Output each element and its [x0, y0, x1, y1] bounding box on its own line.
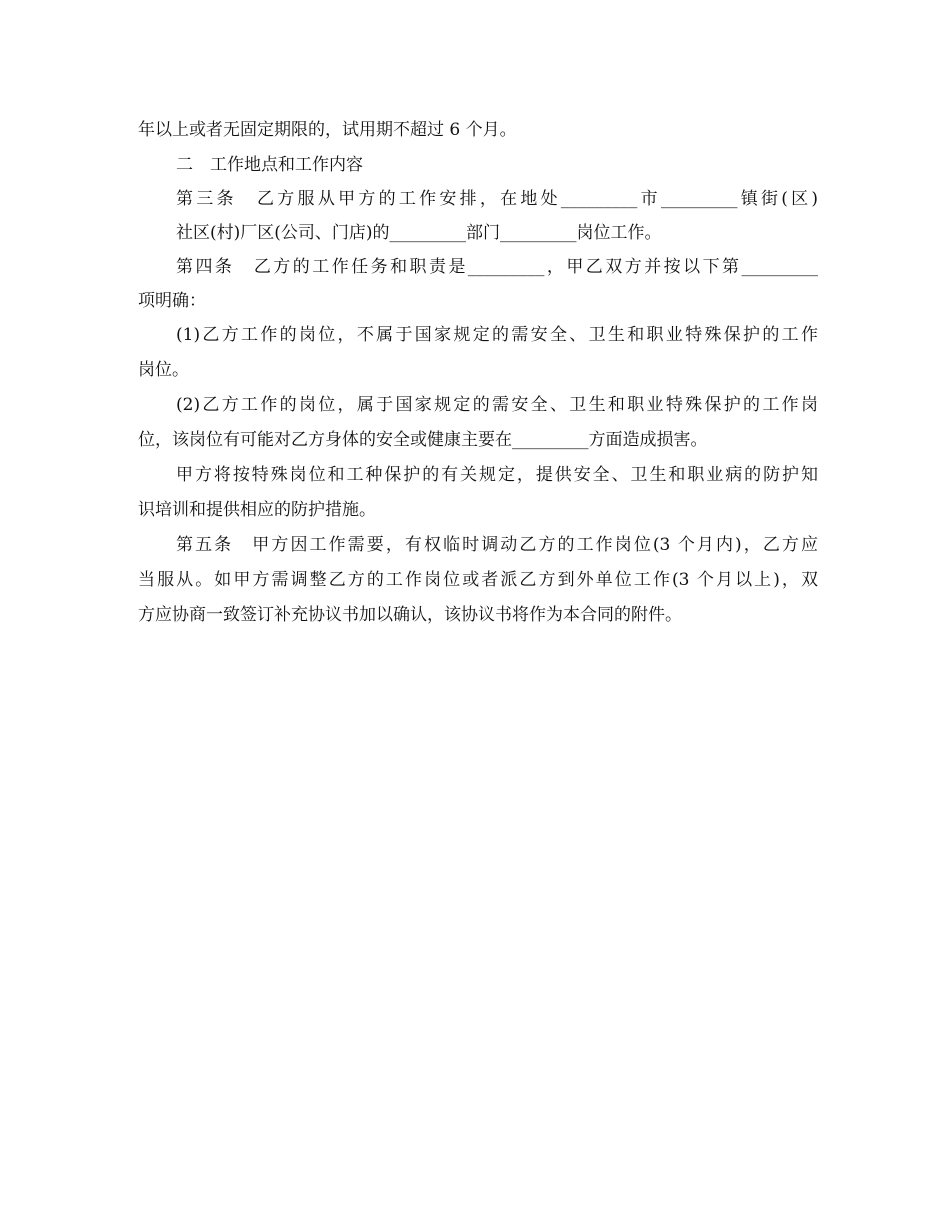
text-line: 第五条 甲方因工作需要，有权临时调动乙方的工作岗位(3 个月内)，乙方应 — [176, 535, 818, 555]
text-line: 方应协商一致签订补充协议书加以确认，该协议书将作为本合同的附件。 — [138, 605, 682, 625]
text-line: 当服从。如甲方需调整乙方的工作岗位或者派乙方到外单位工作(3 个月以上)，双 — [138, 570, 818, 590]
text-line: 岗位。 — [138, 360, 189, 380]
text-line: 项明确： — [138, 291, 206, 311]
text-line: 年以上或者无固定期限的，试用期不超过 6 个月。 — [138, 120, 517, 140]
text-line: 位，该岗位有可能对乙方身体的安全或健康主要在_________方面造成损害。 — [138, 430, 708, 450]
text-line: 社区(村)厂区(公司、门店)的_________部门_________岗位工作。 — [176, 223, 662, 243]
text-line: 第四条 乙方的工作任务和职责是_________，甲乙双方并按以下第_________ — [176, 257, 818, 277]
section-heading: 二 工作地点和工作内容 — [176, 155, 363, 175]
text-line: 识培训和提供相应的防护措施。 — [138, 500, 376, 520]
text-line: 第三条 乙方服从甲方的工作安排，在地处_________市_________镇街(区) — [176, 189, 818, 209]
text-line: (1)乙方工作的岗位，不属于国家规定的需安全、卫生和职业特殊保护的工作 — [176, 325, 818, 345]
text-line: 甲方将按特殊岗位和工种保护的有关规定，提供安全、卫生和职业病的防护知 — [176, 465, 818, 485]
text-line: (2)乙方工作的岗位，属于国家规定的需安全、卫生和职业特殊保护的工作岗 — [176, 395, 818, 415]
